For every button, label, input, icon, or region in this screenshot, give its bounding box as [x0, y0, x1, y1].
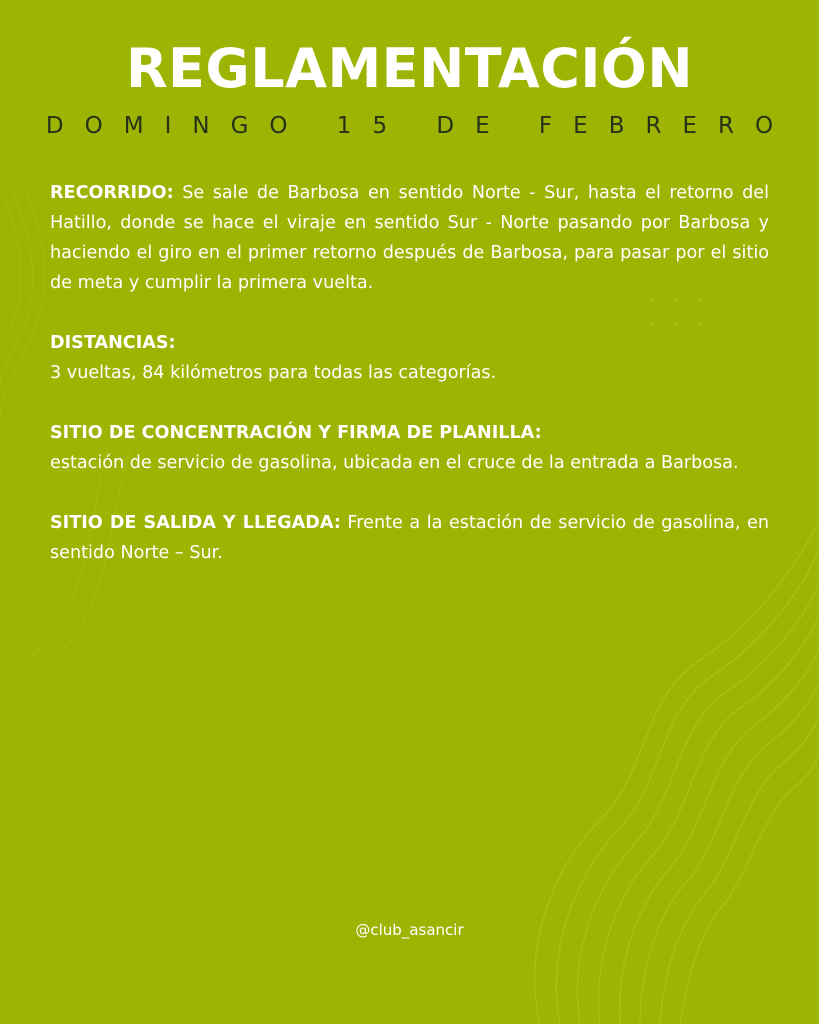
section-distancias-body: 3 vueltas, 84 kilómetros para todas las categorías.: [50, 363, 497, 383]
section-recorrido-text: [50, 178, 769, 298]
section-concentracion: [50, 418, 769, 478]
section-recorrido-body: Se sale de Barbosa en sentido Norte - Sur, hasta el retorno del Hatillo, donde se hace el viraje en sentido Sur - Norte pasando por Barbosa y haciendo el giro en el primer retorno después de Barbosa, para pasar por el sitio de meta y cumplir la primera vuelta.: [50, 183, 769, 293]
section-distancias-heading: DISTANCIAS:: [50, 333, 176, 353]
page-subtitle-date: DOMINGO 15 DE FEBRERO: [45, 113, 795, 139]
section-salida-llegada: [50, 508, 769, 568]
section-recorrido: [50, 178, 769, 298]
page-title: REGLAMENTACIÓN: [125, 37, 694, 100]
social-handle: @club_asancir: [355, 921, 464, 939]
section-salida-llegada-text: [50, 508, 769, 568]
section-recorrido-heading: RECORRIDO:: [50, 183, 174, 203]
section-salida-llegada-body: Frente a la estación de servicio de gasolina, en sentido Norte – Sur.: [50, 513, 769, 563]
regulation-content: [50, 178, 769, 598]
section-concentracion-heading: SITIO DE CONCENTRACIÓN Y FIRMA DE PLANILLA:: [50, 423, 542, 443]
section-salida-llegada-heading: SITIO DE SALIDA Y LLEGADA:: [50, 513, 341, 533]
section-concentracion-body: estación de servicio de gasolina, ubicada en el cruce de la entrada a Barbosa.: [50, 453, 739, 473]
section-distancias: [50, 328, 769, 388]
